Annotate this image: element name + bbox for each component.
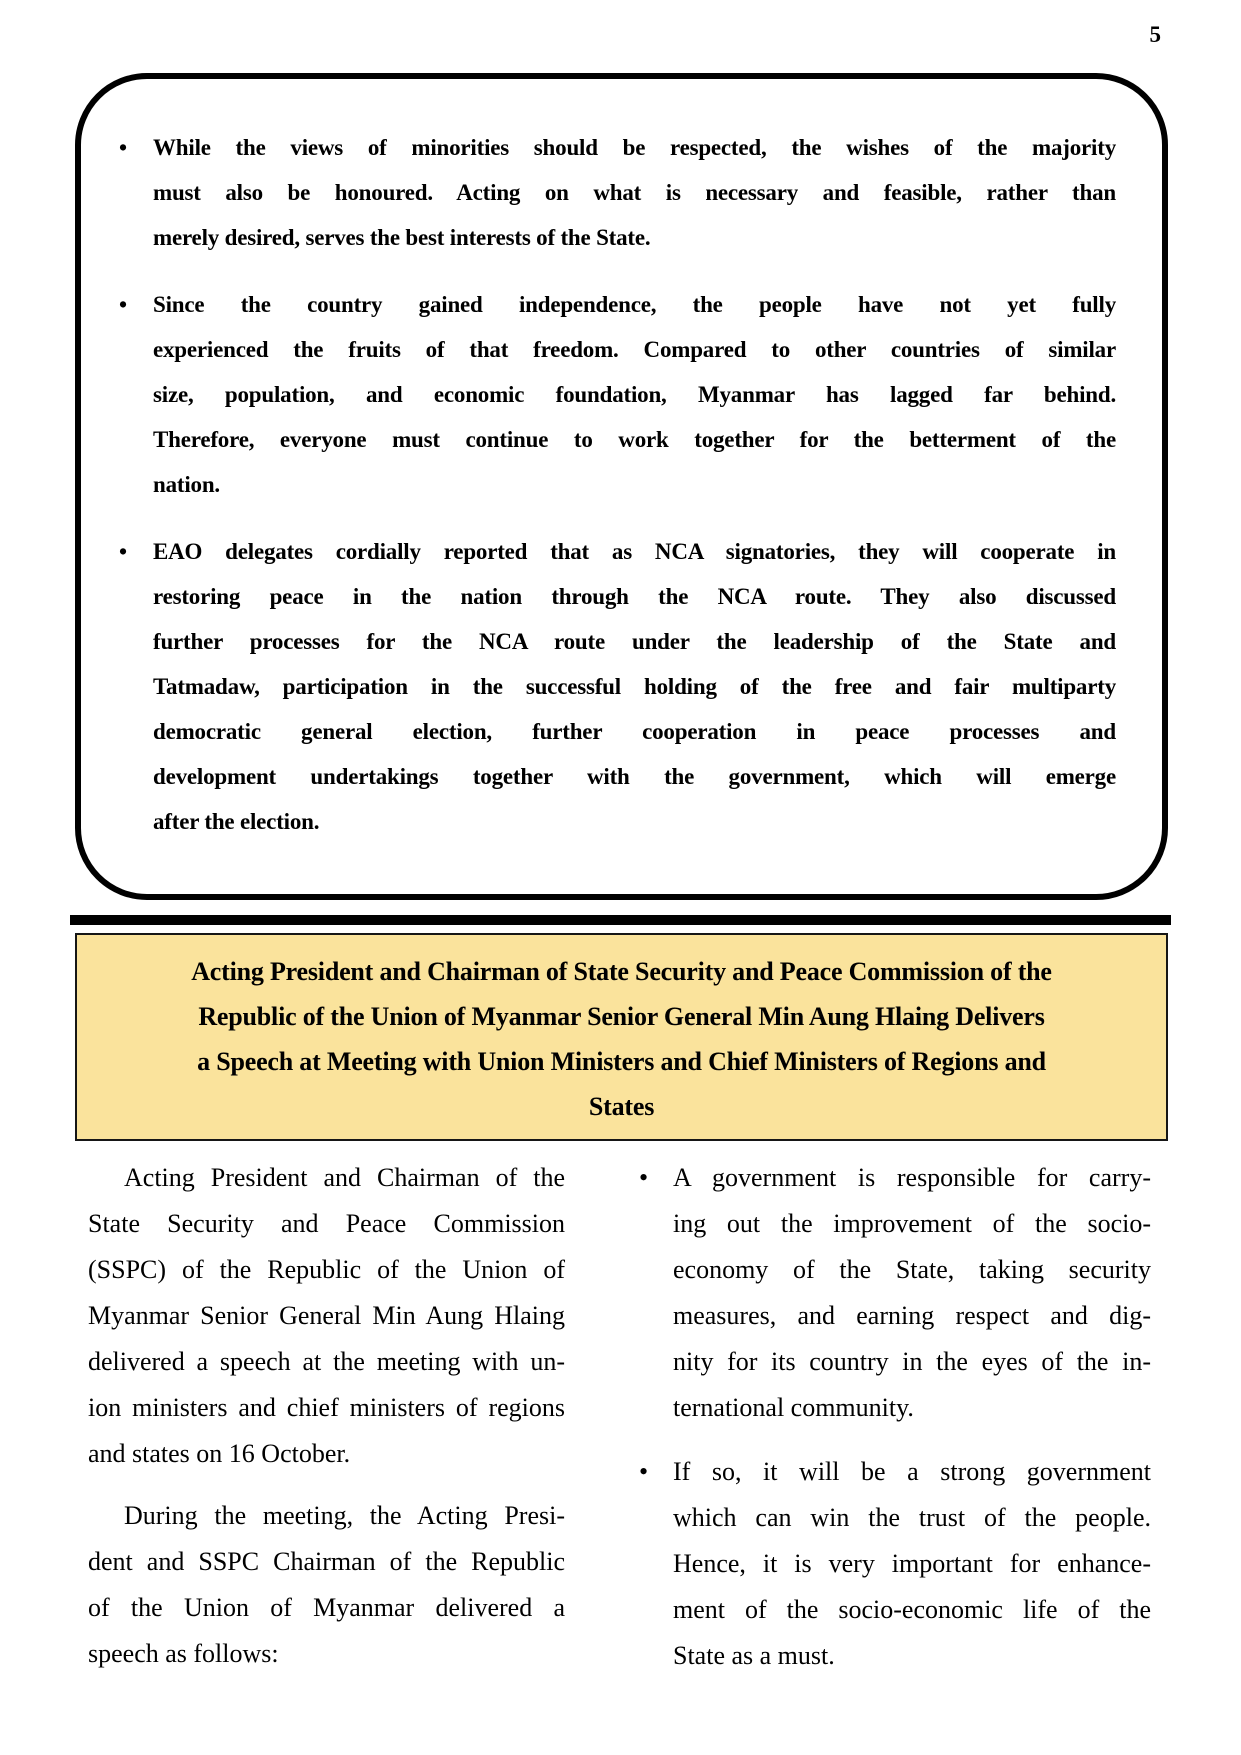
text-line: and states on 16 October. bbox=[88, 1439, 351, 1468]
text-line: merely desired, serves the best interests of the State. bbox=[153, 225, 651, 250]
text-line: State as a must. bbox=[673, 1641, 835, 1670]
text-line: size, population, and economic foundation, Myanmar has lagged far behind. bbox=[153, 382, 1116, 407]
text-line: measures, and earning respect and dig- bbox=[673, 1301, 1151, 1330]
text-line: delivered a speech at the meeting with un- bbox=[88, 1347, 565, 1376]
paragraph bbox=[88, 1493, 565, 1677]
callout-bullet-item bbox=[113, 529, 1116, 844]
page-number: 5 bbox=[1149, 22, 1161, 47]
text-line: nity for its country in the eyes of the in- bbox=[673, 1347, 1151, 1376]
callout-bullet-item bbox=[113, 282, 1116, 507]
text-line: dent and SSPC Chairman of the Republic bbox=[88, 1547, 565, 1576]
bullet-dot-icon: • bbox=[119, 292, 127, 317]
text-line: A government is responsible for carry- bbox=[673, 1163, 1151, 1192]
text-line: Hence, it is very important for enhance- bbox=[673, 1549, 1151, 1578]
section-divider-rule bbox=[70, 915, 1171, 925]
callout-bullet-text bbox=[153, 529, 1116, 844]
text-line: development undertakings together with the government, which will emerge bbox=[153, 764, 1116, 789]
body-bullet-item bbox=[637, 1155, 1151, 1431]
text-line: nation. bbox=[153, 472, 220, 497]
right-column bbox=[637, 1155, 1151, 1679]
text-line: ment of the socio-economic life of the bbox=[673, 1595, 1151, 1624]
bullet-dot-icon: • bbox=[119, 539, 127, 564]
text-line: restoring peace in the nation through the NCA route. They also discussed bbox=[153, 584, 1116, 609]
callout-bullet-text bbox=[153, 282, 1116, 507]
body-bullet-text bbox=[673, 1449, 1151, 1679]
text-line: Acting President and Chairman of the bbox=[124, 1163, 565, 1192]
text-line: further processes for the NCA route under the leadership of the State and bbox=[153, 629, 1116, 654]
text-line: which can win the trust of the people. bbox=[673, 1503, 1151, 1532]
text-line: EAO delegates cordially reported that as NCA signatories, they will cooperate in bbox=[153, 539, 1116, 564]
bullet-dot-icon: • bbox=[639, 1163, 649, 1192]
text-line: While the views of minorities should be respected, the wishes of the majority bbox=[153, 135, 1116, 160]
text-line: speech as follows: bbox=[88, 1639, 279, 1668]
text-line: ion ministers and chief ministers of regions bbox=[88, 1393, 565, 1422]
text-line: Tatmadaw, participation in the successful holding of the free and fair multiparty bbox=[153, 674, 1116, 699]
left-column bbox=[88, 1155, 565, 1679]
text-line: of the Union of Myanmar delivered a bbox=[88, 1593, 565, 1622]
text-line: Acting President and Chairman of State Security and Peace Commission of the bbox=[191, 957, 1052, 986]
text-line: a Speech at Meeting with Union Ministers and Chief Ministers of Regions and bbox=[197, 1047, 1046, 1076]
body-bullet-text bbox=[673, 1155, 1151, 1431]
paragraph bbox=[88, 1155, 565, 1477]
text-line: ing out the improvement of the socio- bbox=[673, 1209, 1151, 1238]
text-line: Myanmar Senior General Min Aung Hlaing bbox=[88, 1301, 565, 1330]
bullet-dot-icon: • bbox=[119, 135, 127, 160]
text-line: after the election. bbox=[153, 809, 320, 834]
text-line: economy of the State, taking security bbox=[673, 1255, 1151, 1284]
text-line: If so, it will be a strong government bbox=[673, 1457, 1151, 1486]
article-body bbox=[88, 1155, 1241, 1679]
text-line: must also be honoured. Acting on what is necessary and feasible, rather than bbox=[153, 180, 1116, 205]
summary-callout-box bbox=[75, 73, 1168, 900]
text-line: (SSPC) of the Republic of the Union of bbox=[88, 1255, 565, 1284]
callout-bullet-text bbox=[153, 125, 1116, 260]
text-line: ternational community. bbox=[673, 1393, 914, 1422]
bullet-dot-icon: • bbox=[639, 1457, 649, 1486]
text-line: States bbox=[588, 1092, 655, 1121]
text-line: Since the country gained independence, the people have not yet fully bbox=[153, 292, 1116, 317]
text-line: During the meeting, the Acting Presi- bbox=[124, 1501, 565, 1530]
text-line: Therefore, everyone must continue to work together for the betterment of the bbox=[153, 427, 1116, 452]
text-line: State Security and Peace Commission bbox=[88, 1209, 565, 1238]
article-headline-box bbox=[75, 933, 1168, 1141]
column-gutter bbox=[565, 1155, 637, 1679]
text-line: Republic of the Union of Myanmar Senior General Min Aung Hlaing Delivers bbox=[198, 1002, 1045, 1031]
text-line: democratic general election, further cooperation in peace processes and bbox=[153, 719, 1116, 744]
body-bullet-item bbox=[637, 1449, 1151, 1679]
callout-bullet-item bbox=[113, 125, 1116, 260]
text-line: experienced the fruits of that freedom. Compared to other countries of similar bbox=[153, 337, 1116, 362]
